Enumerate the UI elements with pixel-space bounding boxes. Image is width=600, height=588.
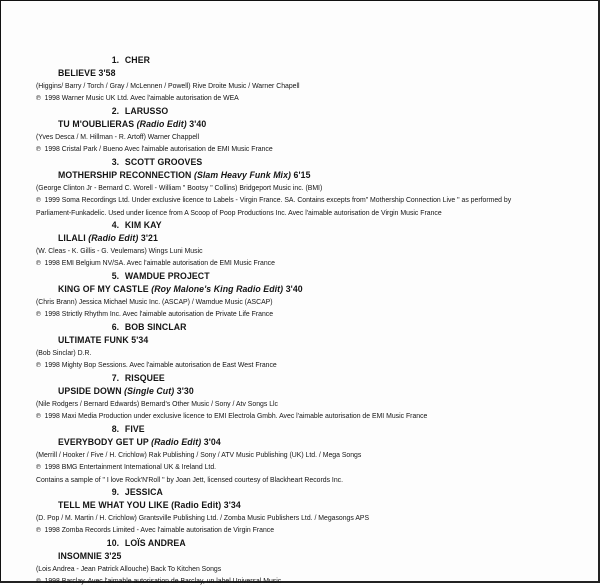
track-title: MOTHERSHIP RECONNECTION — [58, 170, 192, 180]
track-number: 6. — [111, 322, 120, 332]
track-rights: ℗ 1998 Maxi Media Production under exclusive licence to EMI Electrola Gmbh. Avec l'aimable autorisation de EMI Music France — [36, 410, 553, 423]
track-credits: (Merrill / Hooker / Five / H. Crichlow) Rak Publishing / Sony / ATV Music Publishing (UK) Ltd. / Mega Songs — [36, 450, 362, 459]
track-title-line — [58, 334, 565, 347]
track-artist: WAMDUE PROJECT — [124, 271, 210, 281]
track-number: 1. — [111, 55, 120, 65]
track-title: INSOMNIE — [58, 551, 102, 561]
track-number: 3. — [111, 157, 120, 167]
track-duration: 3'40 — [285, 284, 303, 294]
track-artist: RISQUEE — [124, 373, 165, 383]
track-artist-line — [104, 423, 568, 436]
track-credits: (D. Pop / M. Martin / H. Crichlow) Grantsville Publishing Ltd. / Zomba Music Publishers Ltd. / Megasongs APS — [36, 513, 370, 522]
track-artist: SCOTT GROOVES — [124, 157, 203, 167]
track-artist-line — [104, 537, 568, 550]
track-duration: 3'34 — [223, 500, 241, 510]
track-artist-line — [104, 156, 568, 169]
track-duration: 3'30 — [176, 386, 194, 396]
track-entry — [36, 423, 592, 486]
track-title: EVERYBODY GET UP — [58, 437, 149, 447]
track-rights: ℗ 1998 Strictly Rhythm Inc. Avec l'aimable autorisation de Private Life France — [36, 308, 553, 321]
track-entry — [36, 219, 592, 270]
track-number: 9. — [111, 487, 120, 497]
track-mix: (Radio Edit) — [151, 437, 202, 447]
track-credits: (W. Cleas - K. Gillis - G. Veulemans) Wings Luni Music — [36, 246, 203, 255]
track-artist: JESSICA — [124, 487, 163, 497]
track-title-line — [58, 67, 565, 80]
track-artist: BOB SINCLAR — [124, 322, 187, 332]
track-artist: LARUSSO — [124, 106, 169, 116]
track-number: 4. — [111, 220, 120, 230]
track-title-line — [58, 385, 565, 398]
track-title-line — [58, 283, 565, 296]
track-title: TELL ME WHAT YOU LIKE (Radio Edit) — [58, 500, 222, 510]
track-duration: 6'15 — [293, 170, 311, 180]
track-credits: (Nile Rodgers / Bernard Edwards) Bernard's Other Music / Sony / Atv Songs Llc — [36, 399, 278, 408]
track-artist: KIM KAY — [124, 220, 162, 230]
track-credits: (George Clinton Jr - Bernard C. Worell - William " Bootsy " Collins) Bridgeport Music inc. (BMI) — [36, 183, 323, 192]
track-duration: 3'21 — [140, 233, 158, 243]
track-rights: ℗ 1999 Soma Recordings Ltd. Under exclusive licence to Labels - Virgin France. SA. Contains excepts from" Mothership Connection Live " as performed by — [36, 194, 553, 207]
track-mix: (Single Cut) — [124, 386, 175, 396]
track-rights: ℗ 1998 Cristal Park / Bueno Avec l'aimable autorisation de EMI Music France — [36, 143, 553, 156]
track-credits: (Higgins/ Barry / Torch / Gray / McLennen / Powell) Rive Droite Music / Warner Chapell — [36, 81, 300, 90]
track-title-line — [58, 118, 565, 131]
track-entry — [36, 321, 592, 372]
track-number: 10. — [106, 538, 120, 548]
track-entry — [36, 156, 592, 219]
track-title-line — [58, 436, 565, 449]
track-title: LILALI — [58, 233, 86, 243]
track-artist-line — [104, 105, 568, 118]
track-number: 2. — [111, 106, 120, 116]
track-title: UPSIDE DOWN — [58, 386, 122, 396]
track-number: 8. — [111, 424, 120, 434]
track-duration: 3'40 — [189, 119, 207, 129]
track-artist-line — [104, 321, 568, 334]
track-mix: (Radio Edit) — [88, 233, 139, 243]
track-entry — [36, 372, 592, 423]
track-title-line — [58, 499, 565, 512]
track-title-line — [58, 232, 565, 245]
track-entry — [36, 54, 592, 105]
track-credits: (Bob Sinclar) D.R. — [36, 348, 92, 357]
track-number: 5. — [111, 271, 120, 281]
track-entry — [36, 270, 592, 321]
track-mix: (Roy Malone's King Radio Edit) — [151, 284, 284, 294]
track-rights: ℗ 1998 BMG Entertainment International UK & Ireland Ltd. — [36, 461, 553, 474]
track-title: KING OF MY CASTLE — [58, 284, 149, 294]
track-title: ULTIMATE FUNK — [58, 335, 129, 345]
track-mix: (Slam Heavy Funk Mix) — [193, 170, 292, 180]
track-number: 7. — [111, 373, 120, 383]
track-rights: ℗ 1998 Barclay. Avec l'aimable autorisation de Barclay, un label Universal Music — [36, 575, 553, 588]
track-mix: (Radio Edit) — [136, 119, 187, 129]
track-title: BELIEVE — [58, 68, 97, 78]
track-entry — [36, 105, 592, 156]
track-credits: (Lois Andrea - Jean Patrick Allouche) Back To Kitchen Songs — [36, 564, 222, 573]
track-artist: LOÏS ANDREA — [124, 538, 186, 548]
track-rights: ℗ 1998 EMI Belgium NV/SA. Avec l'aimable autorisation de EMI Music France — [36, 257, 553, 270]
track-rights: Parliament-Funkadelic. Used under licence from A Scoop of Poop Productions Inc. Avec l'aimable autorisation de Virgin Music France — [36, 208, 442, 217]
track-duration: 3'58 — [98, 68, 116, 78]
track-credits: (Yves Desca / M. Hillman - R. Artoff) Warner Chappell — [36, 132, 200, 141]
track-artist-line — [104, 486, 568, 499]
track-entry — [36, 486, 592, 537]
track-title: TU M'OUBLIERAS — [58, 119, 135, 129]
track-rights: ℗ 1998 Zomba Records Limited - Avec l'aimable autorisation de Virgin France — [36, 524, 553, 537]
track-duration: 3'25 — [104, 551, 122, 561]
track-entry — [36, 537, 592, 588]
track-duration: 5'34 — [131, 335, 149, 345]
track-duration: 3'04 — [203, 437, 221, 447]
track-artist: FIVE — [124, 424, 145, 434]
tracklist — [36, 54, 592, 588]
track-artist: CHER — [124, 55, 151, 65]
track-artist-line — [104, 54, 568, 67]
track-rights: ℗ 1998 Mighty Bop Sessions. Avec l'aimable autorisation de East West France — [36, 359, 553, 372]
track-artist-line — [104, 270, 568, 283]
track-title-line — [58, 550, 565, 563]
track-rights: ℗ 1998 Warner Music UK Ltd. Avec l'aimable autorisation de WEA — [36, 92, 553, 105]
track-credits: (Chris Brann) Jessica Michael Music Inc. (ASCAP) / Wamdue Music (ASCAP) — [36, 297, 273, 306]
track-artist-line — [104, 372, 568, 385]
track-sample-note: Contains a sample of " I love Rock'N'Roll " by Joan Jett, licensed courtesy of Blackheart Records Inc. — [36, 475, 344, 484]
track-title-line — [58, 169, 565, 182]
track-artist-line — [104, 219, 568, 232]
